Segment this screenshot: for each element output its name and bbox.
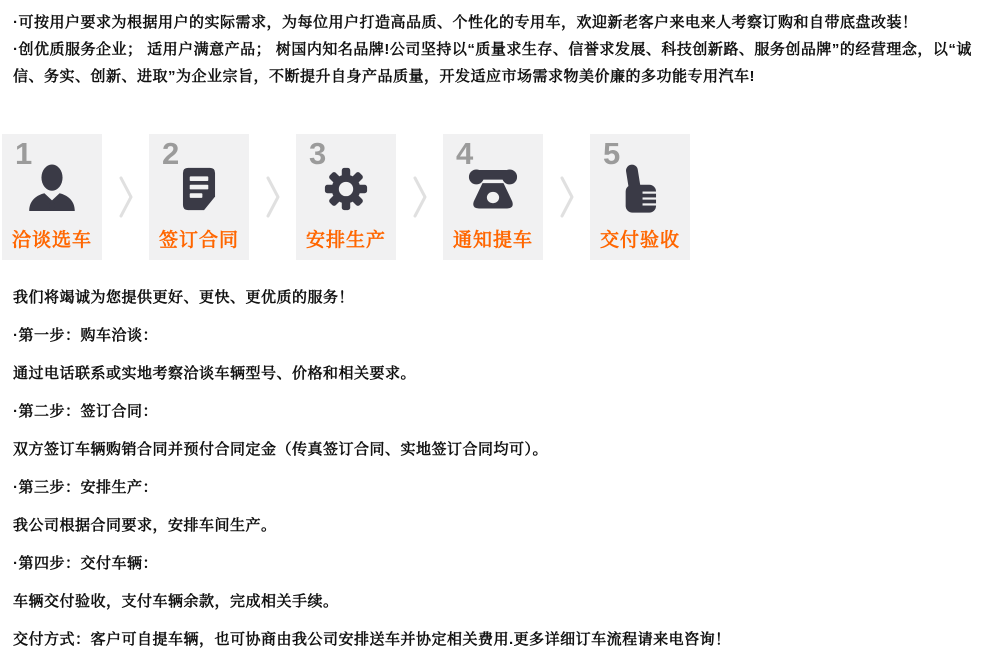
step-label: 通知提车 [452,230,533,251]
order-process-details [0,260,1000,648]
step-card-3 [296,134,396,260]
step-card-5 [590,134,690,260]
order-process-steps [2,134,1000,260]
step-card-2 [149,134,249,260]
step1-description: 通过电话联系或实地考察洽谈车辆型号、价格和相关要求。 [13,365,417,382]
step4-description: 车辆交付验收，支付车辆余款，完成相关手续。 [13,593,339,610]
delivery-note-text: 交付方式：客户可自提车辆，也可协商由我公司安排送车并协定相关费用.更多详细订车流程请来电咨询！ [13,631,731,648]
gear-icon [296,162,396,216]
person-icon [2,162,102,216]
step-card-1 [2,134,102,260]
step2-description: 双方签订车辆购销合同并预付合同定金（传真签订合同、实地签订合同均可）。 [13,441,549,458]
step-label: 洽谈选车 [11,230,92,251]
step1-heading: ·第一步：购车洽谈： [13,327,158,344]
intro-line-2: ·创优质服务企业； 适用户满意产品； 树国内知名品牌!公司坚持以“质量求生存、信誉求发展、科技创新路、服务创品牌”的经营理念，以“诚信、务实、创新、进取”为企业宗旨，不断提升自身产品质量，开发适应市场需求物美价廉的多功能专用汽车! [13,41,972,85]
step-label: 安排生产 [305,230,386,251]
step-label: 签订合同 [158,230,239,251]
chevron-right-icon [543,134,590,260]
step4-heading: ·第四步：交付车辆： [13,555,158,572]
step-number: 1 [15,136,33,171]
step3-description: 我公司根据合同要求，安排车间生产。 [13,517,277,534]
step2-heading: ·第二步：签订合同： [13,403,158,420]
step-label: 交付验收 [599,230,680,251]
chevron-right-icon [249,134,296,260]
step-number: 4 [456,136,474,171]
thumbs-up-icon [590,162,690,216]
step-card-4 [443,134,543,260]
intro-line-1: ·可按用户要求为根据用户的实际需求，为每位用户打造高品质、个性化的专用车，欢迎新老客户来电来人考察订购和自带底盘改装！ [13,14,918,31]
step3-heading: ·第三步：安排生产： [13,479,158,496]
step-number: 5 [603,136,621,171]
intro-section [0,0,1000,90]
chevron-right-icon [102,134,149,260]
chevron-right-icon [396,134,443,260]
step-number: 3 [309,136,327,171]
phone-icon [443,162,543,212]
contract-icon [149,162,249,216]
service-promise-text: 我们将竭诚为您提供更好、更快、更优质的服务！ [13,289,355,306]
step-number: 2 [162,136,180,171]
